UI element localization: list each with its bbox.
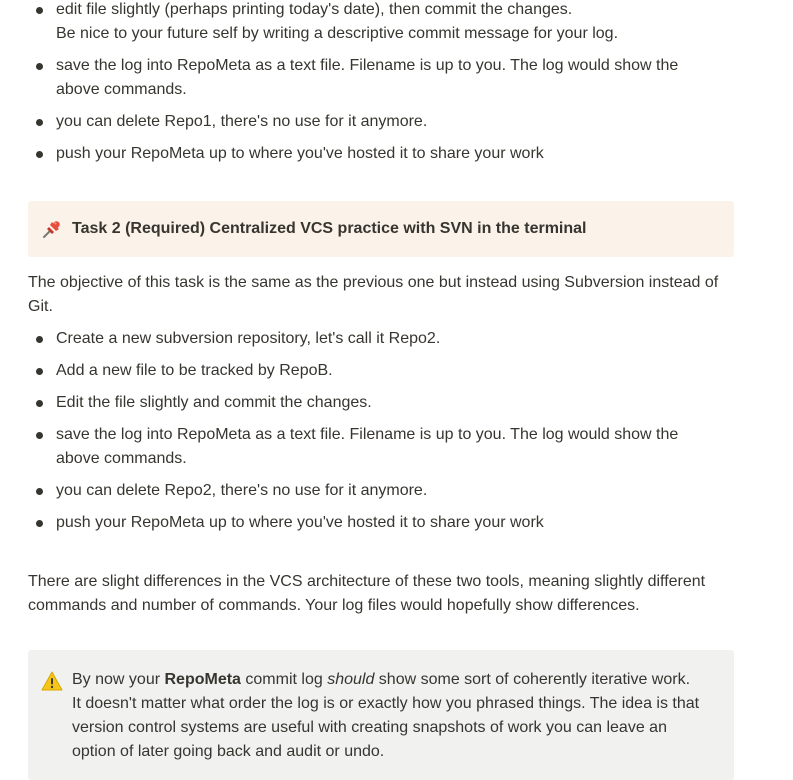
task2-callout [28, 201, 734, 257]
list-item [28, 391, 738, 415]
list-item [28, 54, 738, 102]
list-item-text-line2: above commands. [56, 81, 187, 98]
list-item-text-line1: you can delete Repo1, there's no use for it anymore. [56, 113, 428, 130]
warning-line2: It doesn't matter what order the log is or exactly how you phrased things. The idea is that [72, 695, 700, 712]
warning-mid: commit log [240, 671, 328, 688]
bullet-icon [36, 488, 43, 495]
list-item [28, 0, 738, 46]
document-page [28, 0, 738, 780]
warning-line4: option of later going back and audit or undo. [72, 743, 385, 760]
bullet-icon [36, 400, 43, 407]
bullet-icon [36, 336, 43, 343]
warning-italic-should: should [327, 671, 375, 688]
list-item [28, 110, 738, 134]
bullet-icon [36, 368, 43, 375]
list-item [28, 511, 738, 535]
pushpin-icon [40, 218, 64, 240]
bullet-icon [36, 63, 43, 70]
warning-bold-repometa: RepoMeta [164, 671, 241, 688]
list-item-text-line1: you can delete Repo2, there's no use for it anymore. [56, 482, 428, 499]
differences-paragraph [28, 570, 738, 618]
differences-line2: commands and number of commands. Your log files would hopefully show differences. [28, 597, 640, 614]
objective-paragraph [28, 271, 738, 319]
objective-line2: Git. [28, 298, 53, 315]
bullet-icon [36, 119, 43, 126]
list-item-text-line1: push your RepoMeta up to where you've hosted it to share your work [56, 514, 544, 531]
bullet-icon [36, 520, 43, 527]
warning-prefix: By now your [72, 671, 165, 688]
task2-title: Task 2 (Required) Centralized VCS practice with SVN in the terminal [72, 220, 587, 237]
list-item-text-line1: save the log into RepoMeta as a text file. Filename is up to you. The log would show the [56, 57, 679, 74]
bullet-icon [36, 7, 43, 14]
list-item [28, 327, 738, 351]
list-item-text-line1: Edit the file slightly and commit the changes. [56, 394, 372, 411]
objective-line1: The objective of this task is the same as the previous one but instead using Subversion instead of [28, 274, 719, 291]
git-steps-list [28, 0, 738, 166]
bullet-icon [36, 151, 43, 158]
warning-icon [40, 671, 64, 691]
list-item [28, 142, 738, 166]
list-item-text-line1: push your RepoMeta up to where you've hosted it to share your work [56, 145, 544, 162]
list-item [28, 359, 738, 383]
list-item-text-line1: Create a new subversion repository, let's call it Repo2. [56, 330, 441, 347]
list-item-text-line2: Be nice to your future self by writing a descriptive commit message for your log. [56, 25, 619, 42]
bullet-icon [36, 432, 43, 439]
warning-text [72, 668, 699, 764]
warning-callout [28, 650, 734, 780]
differences-line1: There are slight differences in the VCS architecture of these two tools, meaning slightly different [28, 573, 706, 590]
list-item [28, 479, 738, 503]
list-item [28, 423, 738, 471]
list-item-text-line1: edit file slightly (perhaps printing today's date), then commit the changes. [56, 1, 573, 18]
list-item-text-line1: Add a new file to be tracked by RepoB. [56, 362, 333, 379]
list-item-text-line2: above commands. [56, 450, 187, 467]
svn-steps-list [28, 327, 738, 535]
list-item-text-line1: save the log into RepoMeta as a text file. Filename is up to you. The log would show the [56, 426, 679, 443]
warning-line3: version control systems are useful with creating snapshots of work you can leave an [72, 719, 667, 736]
warning-suffix: show some sort of coherently iterative work. [374, 671, 691, 688]
